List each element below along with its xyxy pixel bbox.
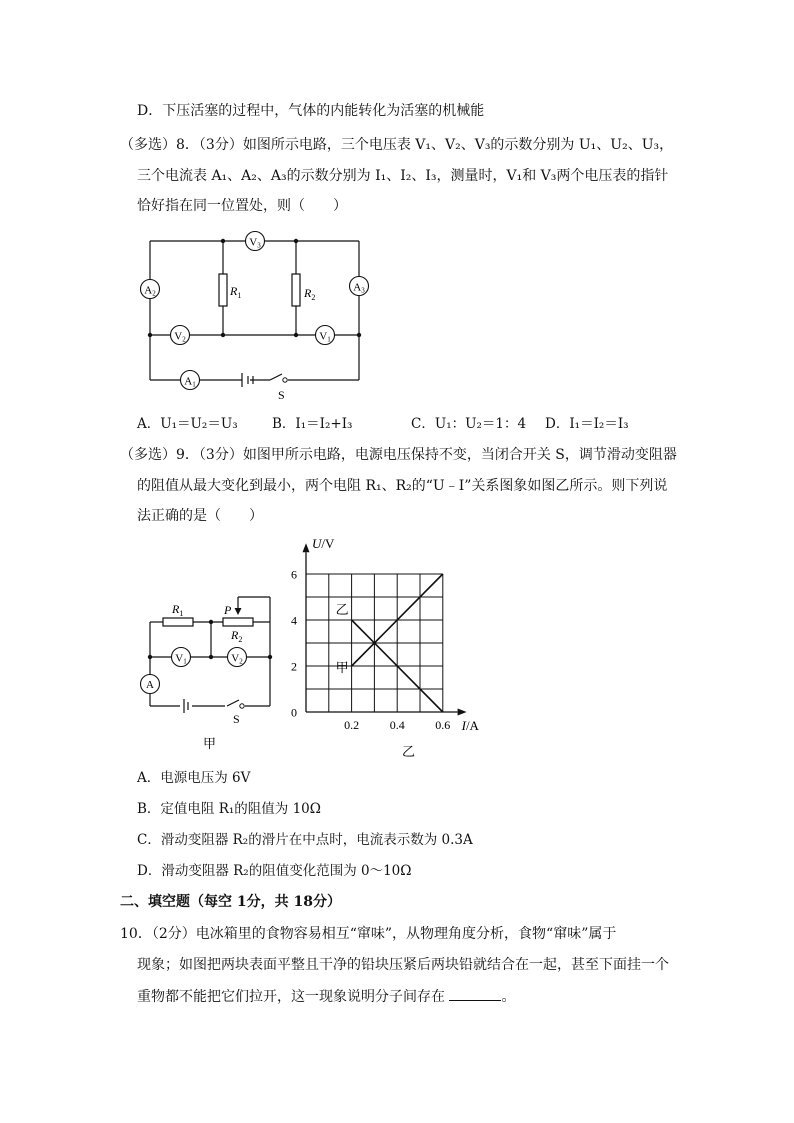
q8-circuit-wires <box>150 241 359 387</box>
q10-line3-end: 。 <box>501 989 516 1005</box>
q9-circuit-caption: 甲 <box>203 736 217 751</box>
q9-circuit-diagram <box>135 592 285 754</box>
y-axis-arrow <box>303 543 310 552</box>
q9-resistor-r1 <box>163 618 193 626</box>
q8-stem-line1: （多选）8．（3分）如图所示电路，三个电压表 V₁、V₂、V₃的示数分别为 U₁、U₂、U₃， <box>120 137 674 153</box>
q10-answer-blank[interactable] <box>449 986 501 1001</box>
q9-r1-label: $R_1$ <box>172 602 184 618</box>
svg-text:A: A <box>146 679 154 691</box>
graph-y-axis-label: U/V <box>312 536 335 552</box>
q8-meter-v1 <box>316 326 335 345</box>
q8-option-c: C．U₁：U₂＝1：4 <box>411 416 527 432</box>
q8-option-d: D．I₁＝I₂＝I₃ <box>545 416 629 432</box>
q8-option-b: B．I₁＝I₂+I₃ <box>272 416 353 432</box>
q9-option-a: A．电源电压为 6V <box>137 770 251 786</box>
q8-option-a: A．U₁＝U₂＝U₃ <box>137 416 238 432</box>
graph-caption: 乙 <box>402 744 416 759</box>
q9-stem-line2: 的阻值从最大变化到最小，两个电阻 R₁、R₂的“U﹣I”关系图象如图乙所示。则下列说 <box>137 478 668 494</box>
q8-r1-label: $R_1$ <box>230 284 242 300</box>
q9-meter-v1 <box>172 648 191 667</box>
q9-option-c: C．滑动变阻器 R₂的滑片在中点时，电流表示数为 0.3A <box>137 832 473 848</box>
x-tick-label: 0.6 <box>435 718 451 732</box>
q9-meter-v2 <box>228 648 247 667</box>
x-axis-arrow <box>458 709 467 716</box>
y-tick-label: 2 <box>291 659 297 674</box>
x-tick-label: 0.2 <box>344 718 360 732</box>
q9-r2-label: $R_2$ <box>231 628 243 644</box>
q9-slider-label: P <box>224 603 232 617</box>
x-tick-label: 0.4 <box>389 718 405 732</box>
q8-meter-v3 <box>246 232 265 251</box>
svg-text:V2: V2 <box>174 330 186 344</box>
svg-text:V2: V2 <box>231 652 243 666</box>
q9-slider-arrow <box>235 608 242 615</box>
q8-stem-line3: 恰好指在同一位置处，则（ ） <box>137 198 347 214</box>
q9-meter-a <box>141 675 160 694</box>
q9-circuit-wires <box>150 597 270 713</box>
y-tick-label: 6 <box>291 567 297 582</box>
series-label-jia: 甲 <box>335 660 349 675</box>
q8-stem-line2: 三个电流表 A₁、A₂、A₃的示数分别为 I₁、I₂、I₃，测量时，V₁和 V₃两个电压表的指针 <box>137 168 669 184</box>
q10-line3 <box>137 986 515 1007</box>
q9-option-d: D．滑动变阻器 R₂的阻值变化范围为 0～10Ω <box>137 863 412 879</box>
q9-rheostat-r2 <box>223 618 253 626</box>
svg-text:A1: A1 <box>184 375 196 389</box>
q8-meter-a3 <box>350 277 369 296</box>
q8-circuit-diagram <box>140 228 375 403</box>
q8-resistor-r2 <box>292 274 300 306</box>
q9-stem-line1: （多选）9．（3分）如图甲所示电路，电源电压保持不变，当闭合开关 S，调节滑动变阻器 <box>120 447 677 463</box>
svg-text:V1: V1 <box>319 330 331 344</box>
series-label-yi: 乙 <box>335 602 349 617</box>
svg-text:V1: V1 <box>175 652 187 666</box>
q10-line2: 现象；如图把两块表面平整且干净的铅块压紧后两块铅就结合在一起，甚至下面挂一个 <box>137 957 669 973</box>
q8-junction-dots <box>148 236 361 337</box>
q9-stem-line3: 法正确的是（ ） <box>137 508 263 524</box>
q8-switch-label: S <box>278 388 285 402</box>
svg-text:A2: A2 <box>144 284 156 298</box>
graph-tick-labels <box>291 568 450 733</box>
q8-meter-v2 <box>171 326 190 345</box>
graph-x-axis-label: I/A <box>461 718 479 733</box>
section-2-title: 二、填空题（每空 1分，共 18分） <box>120 894 341 910</box>
q9-ui-graph <box>280 530 500 765</box>
q8-switch-contact <box>283 378 287 382</box>
q8-meter-a2 <box>141 280 160 299</box>
q8-r2-label: $R_2$ <box>304 286 316 302</box>
q9-switch-contact <box>240 704 244 708</box>
q8-meter-a1 <box>181 371 200 390</box>
q9-option-b: B．定值电阻 R₁的阻值为 10Ω <box>137 801 321 817</box>
graph-axes <box>303 543 467 715</box>
q8-resistor-r1 <box>219 274 227 306</box>
y-tick-label: 4 <box>291 613 297 628</box>
svg-text:V3: V3 <box>249 236 261 250</box>
q10-line3-text: 重物都不能把它们拉开，这一现象说明分子间存在 <box>137 989 445 1005</box>
q7-option-d: D．下压活塞的过程中，气体的内能转化为活塞的机械能 <box>137 103 485 119</box>
y-tick-label: 0 <box>291 705 297 720</box>
q9-switch-label: S <box>233 712 240 726</box>
svg-text:A3: A3 <box>353 281 365 295</box>
q10-line1: 10．（2分）电冰箱里的食物容易相互“窜味”，从物理角度分析，食物“窜味”属于 <box>120 926 617 942</box>
